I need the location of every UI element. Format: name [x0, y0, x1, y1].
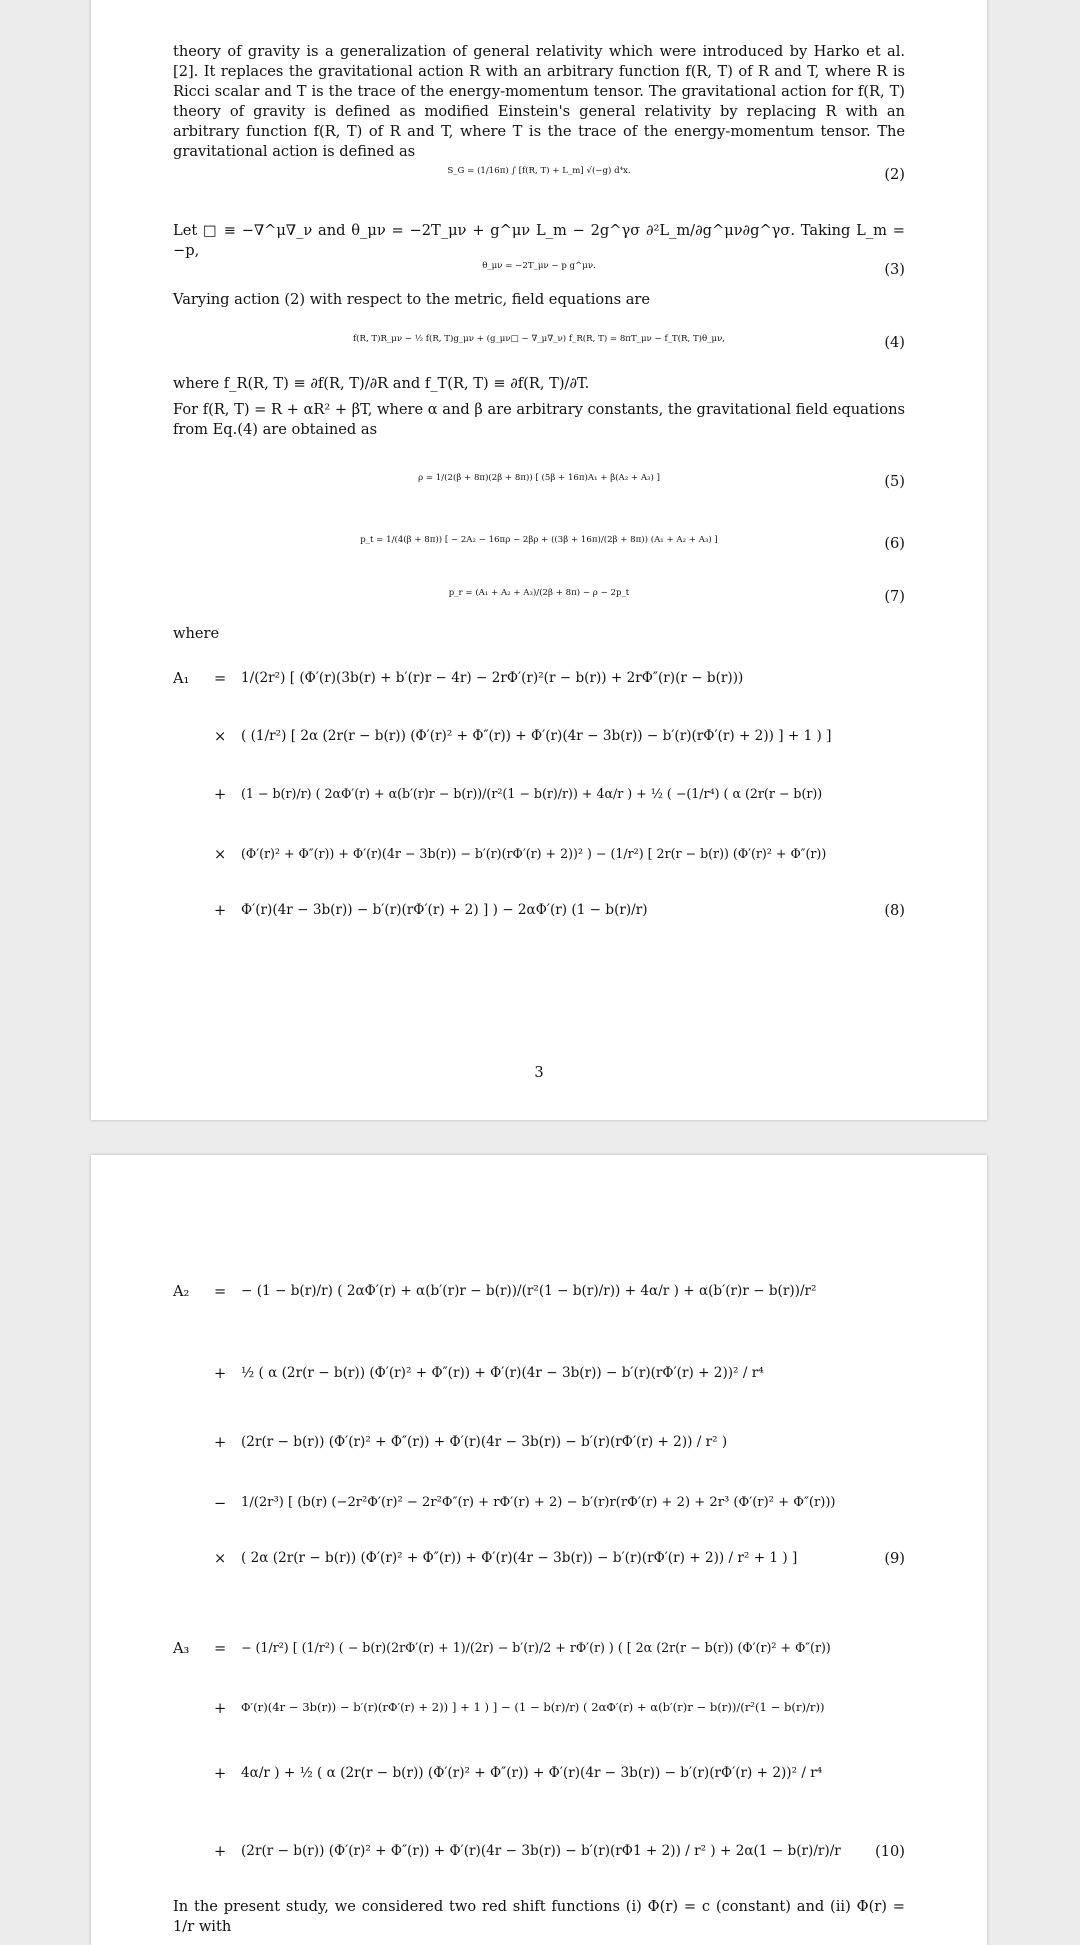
- eq9-line: ( 2α (2r(r − b(r)) (Φ′(r)² + Φ″(r)) + Φ′(r)(4r − 3b(r)) − b′(r)(rΦ′(r) + 2)) / r² + 1 ) ]: [241, 1550, 798, 1566]
- eq9-line: 1/(2r³) [ (b(r) (−2r²Φ′(r)² − 2r²Φ″(r) + rΦ′(r) + 2) − b′(r)r(rΦ′(r) + 2) + 2r³ (Φ′(r)² + Φ″(r))): [241, 1495, 836, 1510]
- eq9-op: =: [214, 1283, 227, 1300]
- equation-2-number: (2): [884, 166, 905, 183]
- equation-7-number: (7): [884, 588, 905, 605]
- eq9-lhs: A₂: [173, 1283, 190, 1300]
- eq8-lhs: A₁: [173, 670, 190, 687]
- eq8-op: ×: [214, 728, 227, 745]
- equation-5-number: (5): [884, 473, 905, 490]
- derivative-definitions: where f_R(R, T) ≡ ∂f(R, T)/∂R and f_T(R, T) ≡ ∂f(R, T)/∂T.: [173, 375, 590, 392]
- eq9-line: (2r(r − b(r)) (Φ′(r)² + Φ″(r)) + Φ′(r)(4r − 3b(r)) − b′(r)(rΦ′(r) + 2)) / r² ): [241, 1434, 728, 1450]
- eq10-op: =: [214, 1640, 227, 1657]
- let-definition-line: Let □ ≡ −∇^μ∇_ν and θ_μν = −2T_μν + g^μν L_m − 2g^γσ ∂²L_m/∂g^μν∂g^γσ. Taking L_m = −p,: [173, 222, 905, 259]
- equation-5: ρ = 1/(2(β + 8π)(2β + 8π)) [ (5β + 16π)A₁ + β(A₂ + A₃) ]: [418, 473, 660, 483]
- eq10-line: − (1/r²) [ (1/r²) ( − b(r)(2rΦ′(r) + 1)/(2r) − b′(r)/2 + rΦ′(r) ) ( [ 2α (2r(r − b(r)) (Φ′(r)² + Φ″(r)): [241, 1640, 831, 1655]
- paper-page-3: [91, 0, 987, 1120]
- equation-2: S_G = (1/16π) ∫ [f(R, T) + L_m] √(−g) d⁴x.: [447, 166, 631, 176]
- varying-action-text: Varying action (2) with respect to the metric, field equations are: [173, 291, 651, 308]
- equation-4-number: (4): [884, 334, 905, 351]
- equation-4: f(R, T)R_μν − ½ f(R, T)g_μν + (g_μν□ − ∇_μ∇_ν) f_R(R, T) = 8πT_μν − f_T(R, T)θ_μν,: [352, 334, 726, 344]
- eq10-op: +: [214, 1700, 227, 1717]
- paper-page-4: [91, 1155, 987, 1945]
- eq9-line: − (1 − b(r)/r) ( 2αΦ′(r) + α(b′(r)r − b(r))/(r²(1 − b(r)/r)) + 4α/r ) + α(b′(r)r − b(r))/r²: [241, 1283, 817, 1299]
- eq8-line: (1 − b(r)/r) ( 2αΦ′(r) + α(b′(r)r − b(r))/(r²(1 − b(r)/r)) + 4α/r ) + ½ ( −(1/r⁴) ( α (2r(r − b(r)): [241, 786, 823, 801]
- equation-7: p_r = (A₁ + A₂ + A₃)/(2β + 8π) − ρ − 2p_t: [448, 588, 630, 598]
- eq8-op: +: [214, 786, 227, 803]
- where-label: where: [173, 625, 220, 642]
- eq8-op: +: [214, 902, 227, 919]
- eq8-line: 1/(2r²) [ (Φ′(r)(3b(r) + b′(r)r − 4r) − 2rΦ′(r)²(r − b(r)) + 2rΦ″(r)(r − b(r))): [241, 670, 744, 686]
- eq10-lhs: A₃: [173, 1640, 190, 1657]
- equation-10-number: (10): [875, 1843, 905, 1860]
- equation-8-number: (8): [884, 902, 905, 919]
- equation-9-number: (9): [884, 1550, 905, 1567]
- page-number: 3: [534, 1064, 544, 1081]
- eq8-op: ×: [214, 846, 227, 863]
- eq10-op: +: [214, 1765, 227, 1782]
- eq9-line: ½ ( α (2r(r − b(r)) (Φ′(r)² + Φ″(r)) + Φ′(r)(4r − 3b(r)) − b′(r)(rΦ′(r) + 2))² / r⁴: [241, 1365, 764, 1381]
- eq9-op: +: [214, 1365, 227, 1382]
- eq8-line: ( (1/r²) [ 2α (2r(r − b(r)) (Φ′(r)² + Φ″(r)) + Φ′(r)(4r − 3b(r)) − b′(r)(rΦ′(r) + 2)) ] + 1 ) ]: [241, 728, 832, 744]
- eq8-line: Φ′(r)(4r − 3b(r)) − b′(r)(rΦ′(r) + 2) ] ) − 2αΦ′(r) (1 − b(r)/r): [241, 902, 648, 918]
- f-definition-paragraph: For f(R, T) = R + αR² + βT, where α and β are arbitrary constants, the gravitational field equations from Eq.(4) are obtained as: [173, 401, 905, 438]
- eq10-line: (2r(r − b(r)) (Φ′(r)² + Φ″(r)) + Φ′(r)(4r − 3b(r)) − b′(r)(rΦ1 + 2)) / r² ) + 2α(1 − b(r)/r)/r: [241, 1843, 841, 1859]
- eq10-line: 4α/r ) + ½ ( α (2r(r − b(r)) (Φ′(r)² + Φ″(r)) + Φ′(r)(4r − 3b(r)) − b′(r)(rΦ′(r) + 2))² / r⁴: [241, 1765, 823, 1781]
- eq8-op: =: [214, 670, 227, 687]
- intro-paragraph: theory of gravity is a generalization of general relativity which were introduced by Harko et al. [2]. It replaces the gravitational action R with an arbitrary function f(R, T) of R and T, where R is Ricci scalar and T is the trace of the energy-momentum tensor. The gravitational action for f(R, T) theory of gravity is defined as modified Einstein's general relativity by replacing R with an arbitrary function f(R, T) of R and T, where T is the trace of the energy-momentum tensor. The gravitational action is defined as: [173, 43, 905, 160]
- equation-6-number: (6): [884, 535, 905, 552]
- eq8-line: (Φ′(r)² + Φ″(r)) + Φ′(r)(4r − 3b(r)) − b′(r)(rΦ′(r) + 2))² ) − (1/r²) [ 2r(r − b(r)) (Φ′(r)² + Φ″(r)): [241, 846, 827, 861]
- eq10-op: +: [214, 1843, 227, 1860]
- eq9-op: +: [214, 1434, 227, 1451]
- eq9-op: −: [214, 1495, 227, 1512]
- closing-paragraph: In the present study, we considered two red shift functions (i) Φ(r) = c (constant) and (ii) Φ(r) = 1/r with: [173, 1898, 905, 1935]
- equation-6: p_t = 1/(4(β + 8π)) [ − 2A₂ − 16πρ − 2βρ + ((3β + 16π)/(2β + 8π)) (A₁ + A₂ + A₃) ]: [360, 535, 718, 545]
- eq10-line: Φ′(r)(4r − 3b(r)) − b′(r)(rΦ′(r) + 2)) ] + 1 ) ] − (1 − b(r)/r) ( 2αΦ′(r) + α(b′(r)r − b(r))/(r²(1 − b(r)/r)): [241, 1700, 825, 1714]
- eq9-op: ×: [214, 1550, 227, 1567]
- equation-3: θ_μν = −2T_μν − p g^μν.: [482, 261, 596, 271]
- equation-3-number: (3): [884, 261, 905, 278]
